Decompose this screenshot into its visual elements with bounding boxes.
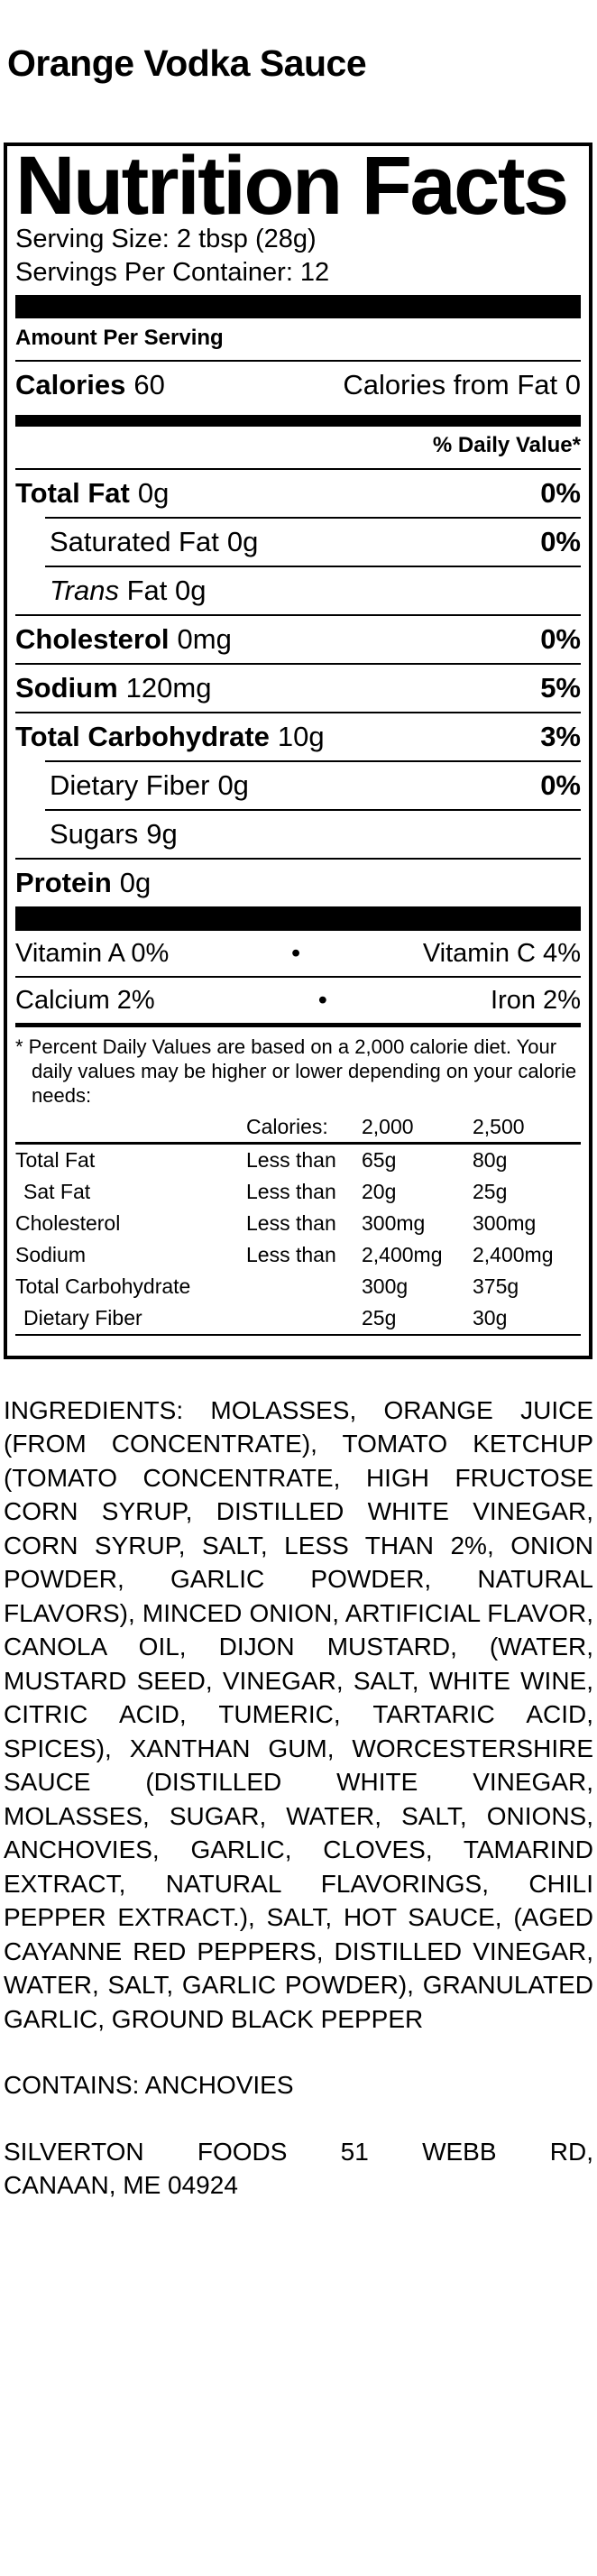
- dv-table-header: [15, 1111, 581, 1142]
- dv-table-row-total-carbohydrate: Total Carbohydrate 300g 375g: [15, 1274, 519, 1298]
- separator-bar-thick: [15, 295, 581, 318]
- nutrient-row-sodium: Sodium 120mg 5%: [15, 671, 581, 704]
- nutrient-row-dietary-fiber: Dietary Fiber 0g 0%: [50, 768, 581, 801]
- dv-table-header-spacer: [15, 1111, 246, 1142]
- nutrient-row-protein: Protein 0g: [15, 866, 152, 898]
- daily-value-footnote: * Percent Daily Values are based on a 2,000 calorie diet. Your daily values may be higher or lower depending on your calorie needs:: [15, 1035, 577, 1107]
- serving-size: Serving Size: 2 tbsp (28g): [15, 224, 317, 253]
- nutrient-row-total-carbohydrate: Total Carbohydrate 10g 3%: [15, 720, 581, 752]
- dv-table-header-calories: Calories:: [246, 1114, 328, 1138]
- dv-table-row-cholesterol: Cholesterol Less than 300mg 300mg: [15, 1210, 537, 1235]
- manufacturer-address-line2: CANAAN, ME 04924: [4, 2171, 238, 2200]
- vitamin-c-value: Vitamin C 4%: [422, 938, 581, 968]
- ingredients-text: INGREDIENTS: MOLASSES, ORANGE JUICE (FROM CONCENTRATE), TOMATO KETCHUP (TOMATO CONCENTRATE, HIGH FRUCTOSE CORN SYRUP, DISTILLED WHITE VINEGAR, CORN SYRUP, SALT, LESS THAN 2%, ONION POWDER, GARLIC POWDER, NATURAL FLAVORS), MINCED ONION, ARTIFICIAL FLAVOR, CANOLA OIL, DIJON MUSTARD, (WATER, MUSTARD SEED, VINEGAR, SALT, WHITE WINE, CITRIC ACID, TUMERIC, TARTARIC ACID, SPICES), XANTHAN GUM, WORCESTERSHIRE SAUCE (DISTILLED WHITE VINEGAR, MOLASSES, SUGAR, WATER, SALT, ONIONS, ANCHOVIES, GARLIC, CLOVES, TAMARIND EXTRACT, NATURAL FLAVORINGS, CHILI PEPPER EXTRACT.), SALT, HOT SAUCE, (AGED CAYANNE RED PEPPERS, DISTILLED VINEGAR, WATER, SALT, GARLIC POWDER), GRANULATED GARLIC, GROUND BLACK PEPPER: [4, 1395, 593, 2033]
- calories-from-fat: Calories from Fat 0: [343, 368, 581, 400]
- separator-bar-thin: [15, 415, 581, 427]
- bullet-separator: •: [291, 938, 301, 968]
- vitamin-row-calcium-iron: [15, 978, 581, 1023]
- nutrient-row-saturated-fat: Saturated Fat 0g 0%: [50, 525, 581, 557]
- dv-table-header-2000: 2,000: [362, 1114, 414, 1138]
- servings-per-container: Servings Per Container: 12: [15, 257, 330, 287]
- dv-table-row-sodium: Sodium Less than 2,400mg 2,400mg: [15, 1242, 554, 1266]
- percent-value: 0%: [540, 525, 581, 557]
- percent-value: 3%: [540, 720, 581, 752]
- percent-value: 0%: [540, 622, 581, 655]
- iron-value: Iron 2%: [491, 985, 581, 1015]
- nutrient-row-cholesterol: Cholesterol 0mg 0%: [15, 622, 581, 655]
- dv-table-row-dietary-fiber: Dietary Fiber 25g 30g: [23, 1305, 508, 1329]
- nutrient-row-trans-fat: Trans Fat 0g: [50, 574, 207, 606]
- nutrient-row-total-fat: Total Fat 0g 0%: [15, 476, 581, 509]
- manufacturer-address-line1: SILVERTON FOODS 51 WEBB RD,: [4, 2137, 593, 2166]
- medium-rule: [15, 1023, 581, 1027]
- dv-table-header-2500: 2,500: [473, 1114, 525, 1138]
- nutrition-facts-panel: [4, 140, 592, 1359]
- separator-bar-thick: [15, 906, 581, 931]
- bullet-separator: •: [317, 985, 327, 1015]
- calories-row: [15, 362, 581, 410]
- manufacturer-address: [4, 2135, 593, 2203]
- dv-table-row-total-fat: Total Fat Less than 65g 80g: [15, 1147, 508, 1172]
- amount-per-serving-label: Amount Per Serving: [15, 326, 581, 362]
- daily-value-header: % Daily Value*: [15, 427, 581, 470]
- calcium-value: Calcium 2%: [15, 985, 155, 1015]
- vitamin-row-a-c: [15, 931, 581, 976]
- hairline-rule: [15, 1334, 581, 1336]
- contains-statement: CONTAINS: ANCHOVIES: [4, 2071, 294, 2100]
- calories-value: Calories 60: [15, 368, 165, 400]
- nutrition-facts-heading: Nutrition Facts: [15, 140, 567, 232]
- dv-table-row-sat-fat: Sat Fat Less than 20g 25g: [23, 1179, 508, 1203]
- page-title: Orange Vodka Sauce: [7, 42, 367, 84]
- nutrient-row-sugars: Sugars 9g: [50, 817, 178, 850]
- vitamin-a-value: Vitamin A 0%: [15, 938, 170, 968]
- percent-value: 0%: [540, 476, 581, 509]
- percent-value: 0%: [540, 768, 581, 801]
- percent-value: 5%: [540, 671, 581, 704]
